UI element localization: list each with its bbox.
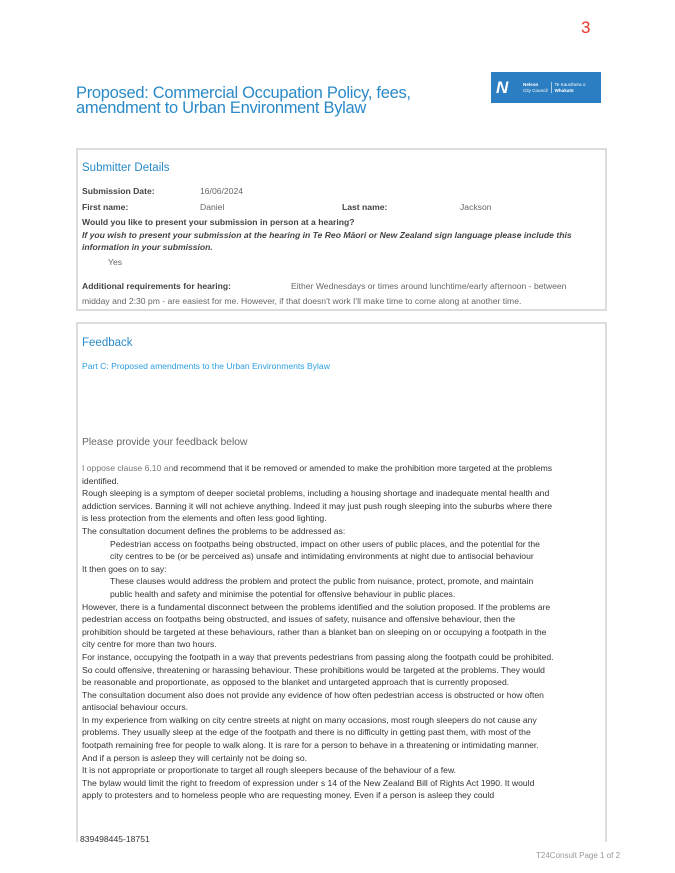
submitter-details-heading: Submitter Details <box>82 162 170 174</box>
feedback-paragraph: However, there is a fundamental disconnect between the problems identified and the solution proposed. If the problems are pedestrian access on footpaths being obstructed, and issues of safety, nuisance and offensive behaviour, then the prohibition should be targeted at these behaviours, rather than a blanket ban on sleeping on or occupying a footpath in the city centre for more than two hours. <box>82 601 551 650</box>
hearing-answer: Yes <box>108 257 123 267</box>
feedback-quote: Pedestrian access on footpaths being obstructed, impact on other users of public places, and the potential for the city centres to be (or be perceived as) unsafe and intimidating environments at night due to antisocial behaviour <box>110 538 540 562</box>
council-logo-icon: N <box>496 77 509 97</box>
page-number: 3 <box>581 18 591 37</box>
first-name-value: Daniel <box>200 202 225 212</box>
document-title: Proposed: Commercial Occupation Policy, fees, amendment to Urban Environment Bylaw <box>76 84 411 117</box>
council-logo <box>491 72 601 103</box>
feedback-quote: These clauses would address the problem and protect the public from nuisance, protect, promote, and maintain public health and safety and minimise the potential for offensive behaviour in public places. <box>110 576 534 599</box>
submission-date-label: Submission Date: <box>82 186 155 196</box>
submission-date-value: 16/06/2024 <box>200 186 244 196</box>
feedback-paragraph: It then goes on to say: <box>82 563 167 574</box>
feedback-paragraph: In my experience from walking on city centre streets at night on many occasions, most rough sleepers do not cause any problems. They usually sleep at the edge of the footpath and there is no difficulty in getting past them, with most of the footpath remaining free for people to walk along. It is rare for a person to behave in a threatening or intimidating manner. And if a person is asleep they will certainly not be doing so. <box>82 714 539 763</box>
feedback-prompt: Please provide your feedback below <box>82 437 248 448</box>
feedback-part-title: Part C: Proposed amendments to the Urban Environments Bylaw <box>82 361 330 371</box>
feedback-body <box>82 462 554 802</box>
logo-org-text: Nelson City Council <box>523 82 552 92</box>
feedback-paragraph: The consultation document defines the problems to be addressed as: <box>82 525 346 536</box>
feedback-paragraph: Rough sleeping is a symptom of deeper societal problems, including a housing shortage and inadequate mental health and addiction services. Banning it will not achieve anything. Indeed it may just push rough sleeping into the suburbs where there is less protection from the elements and often less good lighting. <box>82 488 553 524</box>
additional-requirements-value-line1: Either Wednesdays or times around lunchtime/early afternoon - between <box>291 281 567 291</box>
feedback-paragraph: It is not appropriate or proportionate to target all rough sleepers because of the behaviour of a few. <box>82 765 457 776</box>
last-name-value: Jackson <box>460 202 492 212</box>
last-name-label: Last name: <box>342 202 388 212</box>
hearing-note: If you wish to present your submission at the hearing in Te Reo Māori or New Zealand sign language please include this information in your submission. <box>82 230 572 252</box>
page-footer: T24Consult Page 1 of 2 <box>536 851 621 860</box>
hearing-question: Would you like to present your submission in person at a hearing? <box>82 217 355 227</box>
feedback-paragraph: The bylaw would limit the right to freedom of expression under s 14 of the New Zealand Bill of Rights Act 1990. It would apply to protesters and to homeless people who are requesting money. Even if a person is asleep they could <box>82 777 535 801</box>
feedback-paragraph: The consultation document also does not provide any evidence of how often pedestrian access is obstructed or how often antisocial behaviour occurs. <box>82 689 544 713</box>
feedback-heading: Feedback <box>82 337 133 349</box>
additional-requirements-value-line2: midday and 2:30 pm - are easiest for me. However, if that doesn't work I'll make time to come along at another time. <box>82 296 522 306</box>
feedback-paragraph: I oppose clause 6.10 and recommend that it be removed or amended to make the prohibition more targeted at the problems identified. <box>82 463 553 486</box>
feedback-card <box>76 322 607 842</box>
feedback-paragraph: For instance, occupying the footpath in a way that prevents pedestrians from passing along the footpath could be prohibited. So could offensive, threatening or harassing behaviour. These prohibitions would be targeted at the problems. They would be reasonable and proportionate, as opposed to the blanket and untargeted approach that is currently proposed. <box>82 651 554 688</box>
first-name-label: First name: <box>82 202 129 212</box>
additional-requirements-label: Additional requirements for hearing: <box>82 281 231 291</box>
submitter-details-card <box>76 148 607 311</box>
submission-reference-id: 839498445-18751 <box>80 834 150 844</box>
logo-maori-text: Te Kaunihera o Whakatū <box>554 82 586 93</box>
